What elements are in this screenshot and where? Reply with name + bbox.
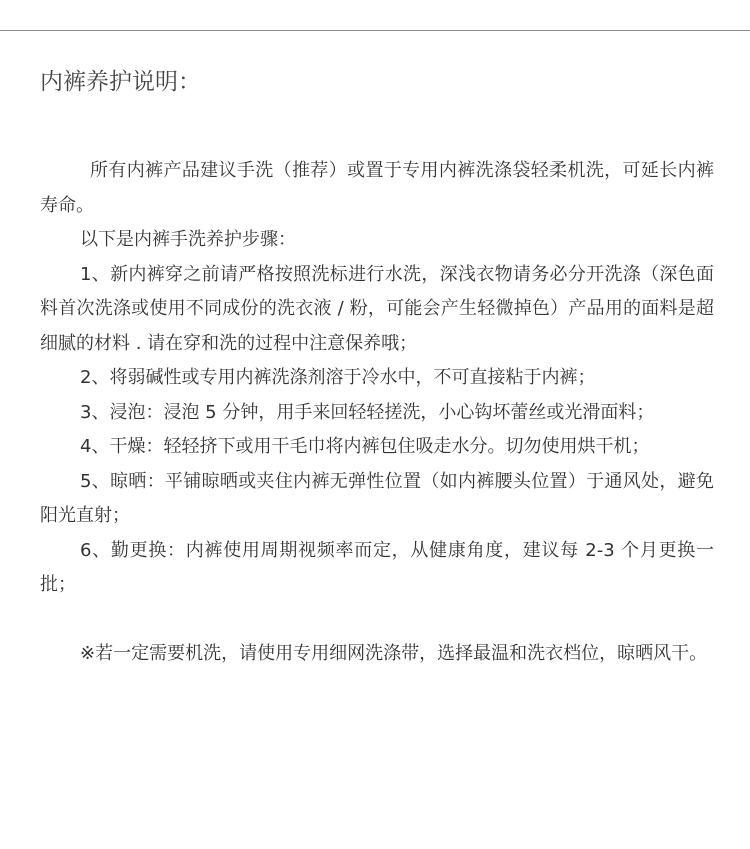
care-instructions bbox=[40, 154, 714, 672]
steps-heading: 以下是内裤手洗养护步骤： bbox=[80, 229, 296, 250]
step-4: 4、干燥：轻轻挤下或用干毛巾将内裤包住吸走水分。切勿使用烘干机； bbox=[80, 436, 650, 457]
step-1: 1、新内裤穿之前请严格按照洗标进行水洗，深浅衣物请务必分开洗涤（深色面料首次洗涤或使用不同成份的洗衣液 / 粉，可能会产生轻微掉色）产品用的面料是超细腻的材料 . 请在穿和洗的过程中注意保养哦； bbox=[40, 263, 714, 354]
step-6: 6、勤更换：内裤使用周期视频率而定，从健康角度，建议每 2-3 个月更换一批； bbox=[40, 539, 714, 595]
step-3: 3、浸泡：浸泡 5 分钟，用手来回轻轻搓洗，小心钩坏蕾丝或光滑面料； bbox=[80, 401, 655, 423]
paragraph-spacer bbox=[40, 603, 714, 638]
page-title: 内裤养护说明： bbox=[40, 69, 201, 95]
step-5: 5、晾晒：平铺晾晒或夹住内裤无弹性位置（如内裤腰头位置）于通风处，避免阳光直射； bbox=[40, 470, 714, 526]
step-2: 2、将弱碱性或专用内裤洗涤剂溶于冷水中，不可直接粘于内裤； bbox=[80, 367, 596, 388]
intro-paragraph: 所有内裤产品建议手洗（推荐）或置于专用内裤洗涤袋轻柔机洗，可延长内裤寿命。 bbox=[40, 160, 714, 216]
machine-wash-note: ※若一定需要机洗，请使用专用细网洗涤带，选择最温和洗衣档位，晾晒风干。 bbox=[80, 643, 708, 664]
top-divider bbox=[0, 30, 750, 31]
